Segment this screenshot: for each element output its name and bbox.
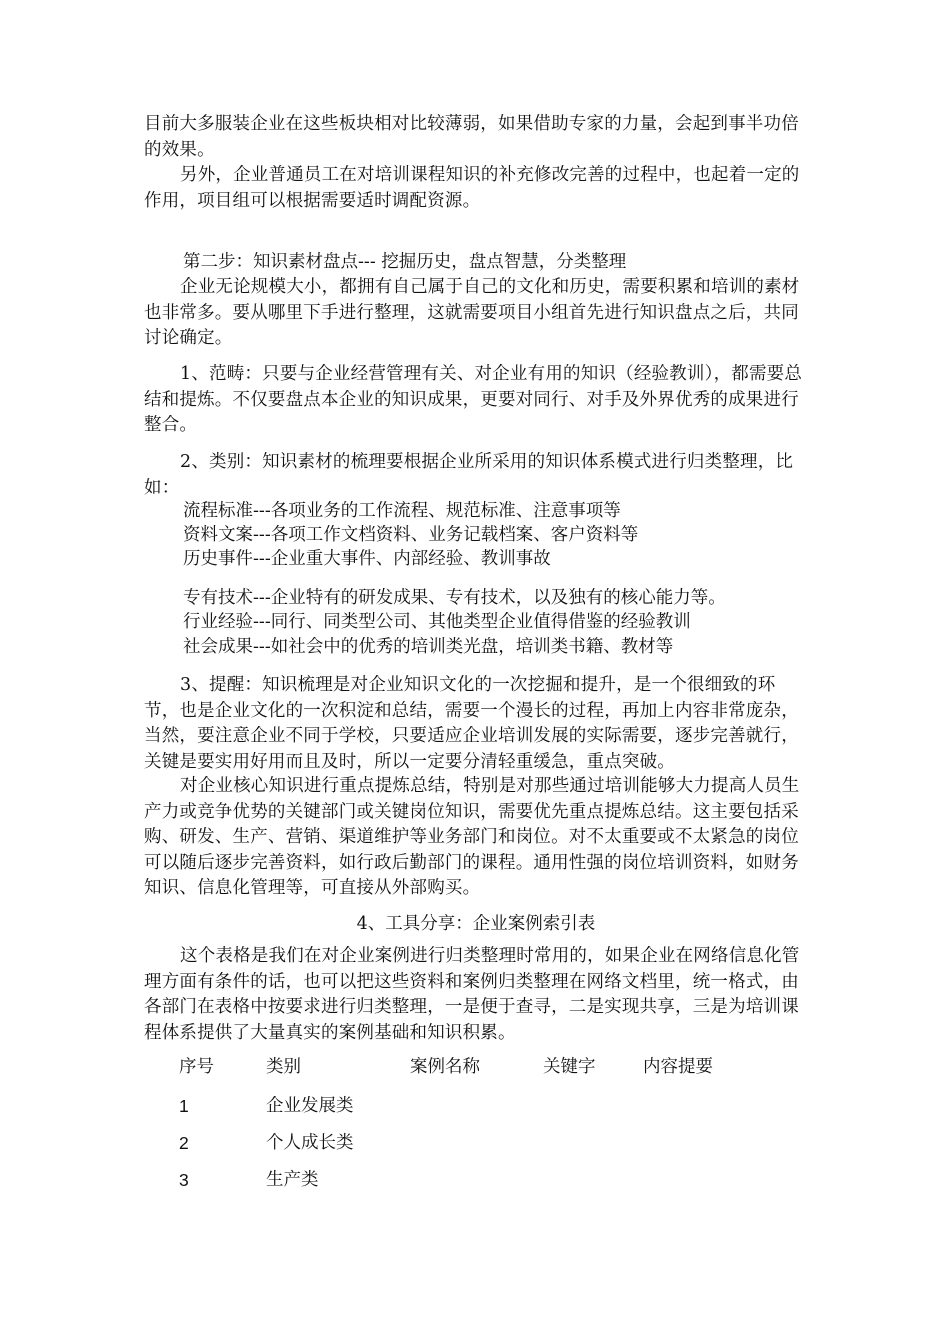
- section-heading-step2: 第二步：知识素材盘点--- 挖掘历史，盘点智慧，分类整理: [183, 252, 627, 272]
- category-item: 历史事件---企业重大事件、内部经验、教训事故: [183, 549, 551, 569]
- table-row-no: 3: [179, 1170, 189, 1190]
- table-row-no: 1: [179, 1096, 189, 1116]
- paragraph-scope: 1、范畴：只要与企业经营管理有关、对企业有用的知识（经验教训），都需要总结和提炼。不仅要盘点本企业的知识成果，更要对同行、对手及外界优秀的成果进行整合。: [144, 364, 803, 435]
- paragraph-2: 另外，企业普通员工在对培训课程知识的补充修改完善的过程中，也起着一定的作用，项目组可以根据需要适时调配资源。: [144, 165, 800, 211]
- table-row-category: 个人成长类: [266, 1133, 354, 1153]
- table-header-summary: 内容提要: [643, 1057, 713, 1077]
- paragraph-reminder: 3、提醒：知识梳理是对企业知识文化的一次挖掘和提升，是一个很细致的环节，也是企业文化的一次积淀和总结，需要一个漫长的过程，再加上内容非常庞杂，当然，要注意企业不同于学校，只要适应企业培训发展的实际需要，逐步完善就行，关键是要实用好用而且及时，所以一定要分清轻重缓急，重点突破。: [144, 675, 799, 772]
- paragraph-table-intro: 这个表格是我们在对企业案例进行归类整理时常用的，如果企业在网络信息化管理方面有条件的话，也可以把这些资料和案例归类整理在网络文档里，统一格式，由各部门在表格中按要求进行归类整理，一是便于查寻，二是实现共享，三是为培训课程体系提供了大量真实的案例基础和知识积累。: [144, 946, 800, 1043]
- table-row-category: 生产类: [266, 1170, 319, 1190]
- category-item: 资料文案---各项工作文档资料、业务记载档案、客户资料等: [183, 525, 639, 545]
- category-item: 流程标准---各项业务的工作流程、规范标准、注意事项等: [183, 501, 621, 521]
- table-row-category: 企业发展类: [266, 1096, 354, 1116]
- table-header-no: 序号: [179, 1057, 214, 1077]
- table-header-keyword: 关键字: [543, 1057, 596, 1077]
- paragraph-1: 目前大多服装企业在这些板块相对比较薄弱，如果借助专家的力量，会起到事半功倍的效果。: [144, 114, 799, 160]
- paragraph-core-knowledge: 对企业核心知识进行重点提炼总结，特别是对那些通过培训能够大力提高人员生产力或竞争优势的关键部门或关键岗位知识，需要优先重点提炼总结。这主要包括采购、研发、生产、营销、渠道维护等业务部门和岗位。对不太重要或不太紧急的岗位可以随后逐步完善资料，如行政后勤部门的课程。通用性强的岗位培训资料，如财务知识、信息化管理等，可直接从外部购买。: [144, 776, 800, 898]
- paragraph-categories-intro: 2、类别：知识素材的梳理要根据企业所采用的知识体系模式进行归类整理，比如：: [144, 452, 794, 498]
- category-item: 社会成果---如社会中的优秀的培训类光盘，培训类书籍、教材等: [183, 637, 674, 657]
- table-header-case-name: 案例名称: [410, 1057, 480, 1077]
- section-heading-tool: 4、工具分享：企业案例索引表: [356, 914, 596, 934]
- paragraph-3: 企业无论规模大小，都拥有自己属于自己的文化和历史，需要积累和培训的素材也非常多。要从哪里下手进行整理，这就需要项目小组首先进行知识盘点之后，共同讨论确定。: [144, 277, 800, 348]
- table-header-category: 类别: [266, 1057, 301, 1077]
- category-item: 行业经验---同行、同类型公司、其他类型企业值得借鉴的经验教训: [183, 612, 691, 632]
- table-row-no: 2: [179, 1133, 189, 1153]
- category-item: 专有技术---企业特有的研发成果、专有技术，以及独有的核心能力等。: [183, 588, 726, 608]
